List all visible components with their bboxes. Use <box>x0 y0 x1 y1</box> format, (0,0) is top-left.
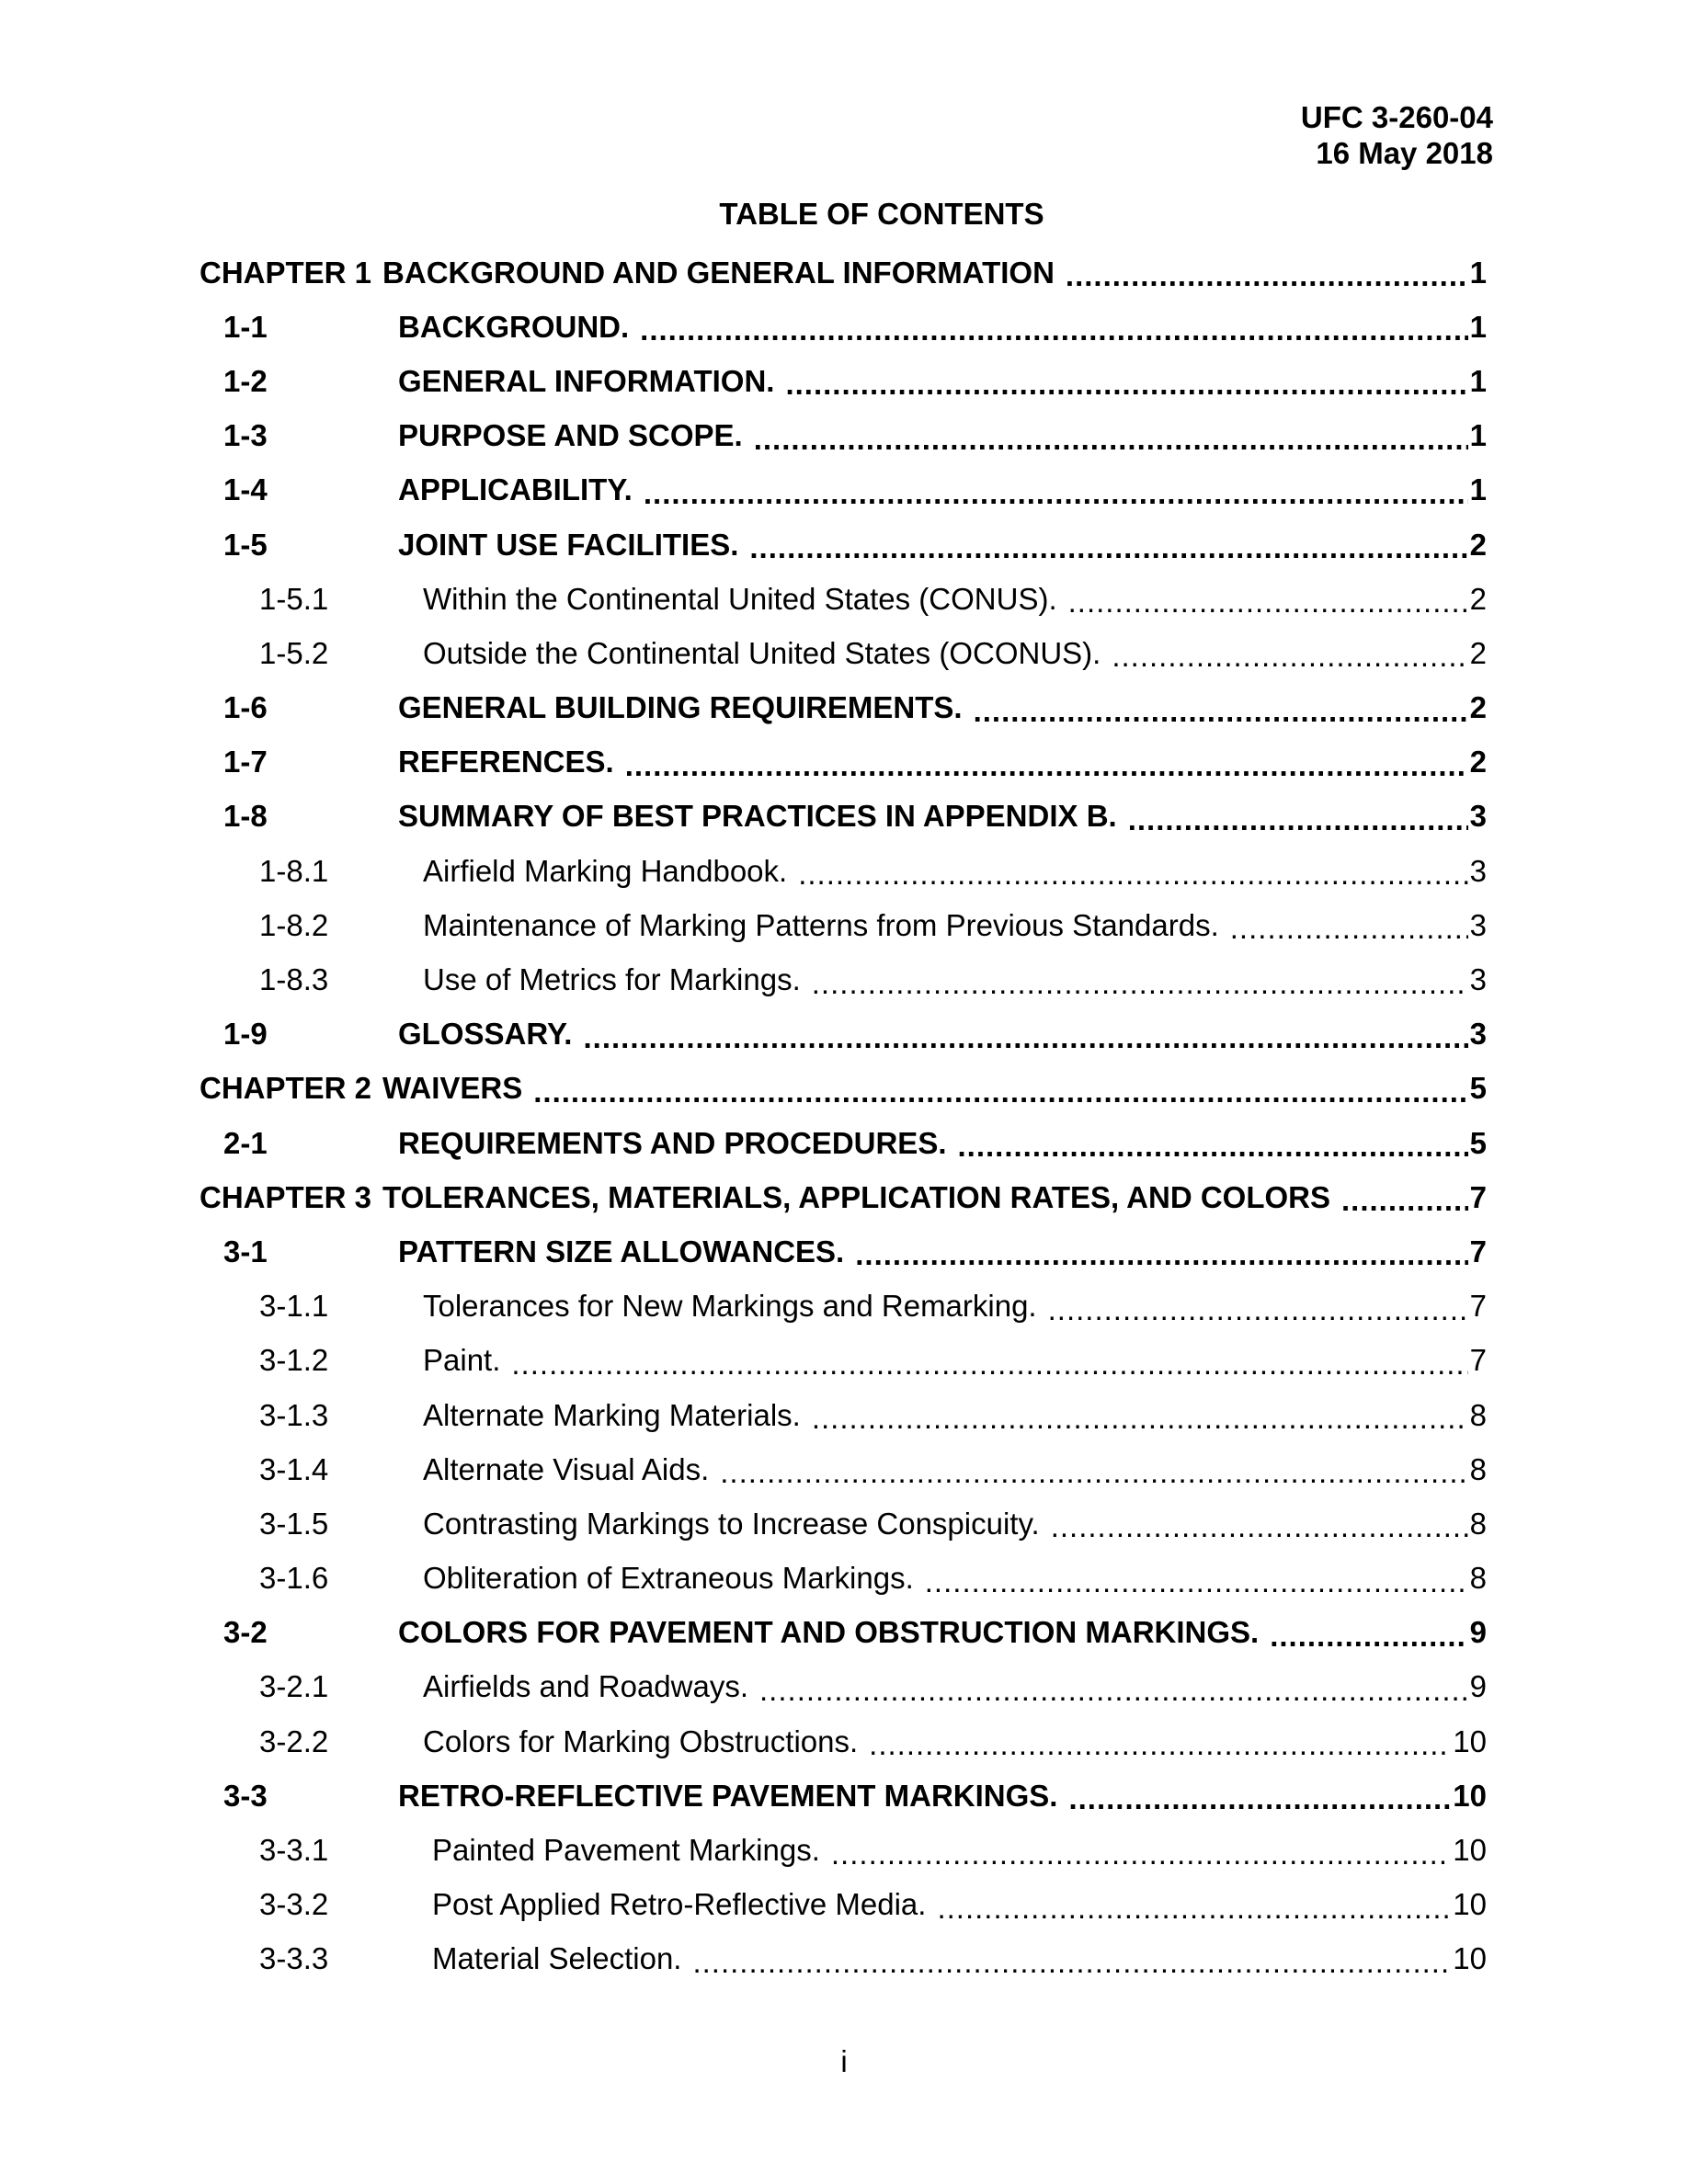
toc-entry-title: Obliteration of Extraneous Markings. <box>423 1561 914 1596</box>
toc-entry-title: TOLERANCES, MATERIALS, APPLICATION RATES, AND COLORS <box>382 1179 1330 1214</box>
toc-dot-leader <box>754 424 1468 454</box>
toc-entry-page: 3 <box>1469 907 1487 942</box>
toc-entry-title: Colors for Marking Obstructions. <box>423 1723 859 1758</box>
toc-entry-page: 10 <box>1453 1833 1487 1868</box>
toc-subsection-entry[interactable] <box>200 572 1487 626</box>
toc-dot-leader <box>958 1131 1468 1161</box>
toc-entry-title: GLOSSARY. <box>398 1017 573 1052</box>
toc-entry-page: 10 <box>1453 1723 1487 1758</box>
toc-entry-number: 3-2.1 <box>259 1669 329 1704</box>
toc-section-entry[interactable] <box>200 463 1487 518</box>
toc-section-entry[interactable] <box>200 681 1487 735</box>
toc-entry-title: BACKGROUND AND GENERAL INFORMATION <box>382 255 1055 290</box>
toc-entry-number: 3-3.1 <box>259 1833 329 1868</box>
toc-chapter-entry[interactable] <box>200 245 1487 300</box>
document-header <box>1301 99 1493 171</box>
toc-chapter-entry[interactable] <box>200 1170 1487 1224</box>
toc-dot-leader <box>812 968 1468 998</box>
toc-dot-leader <box>533 1076 1467 1107</box>
toc-entry-page: 3 <box>1469 799 1487 834</box>
toc-entry-page: 3 <box>1469 853 1487 888</box>
toc-entry-title: BACKGROUND. <box>398 309 630 344</box>
toc-entry-number: 1-7 <box>223 745 268 779</box>
toc-dot-leader <box>640 314 1467 345</box>
toc-section-entry[interactable] <box>200 1224 1487 1279</box>
document-id: UFC 3-260-04 <box>1300 100 1493 134</box>
toc-dot-leader <box>583 1022 1467 1052</box>
toc-subsection-entry[interactable] <box>200 1442 1487 1496</box>
toc-entry-title: Alternate Visual Aids. <box>423 1451 710 1486</box>
toc-entry-number: 3-2 <box>223 1615 268 1650</box>
toc-entry-page: 3 <box>1469 1017 1487 1052</box>
toc-dot-leader <box>925 1566 1468 1597</box>
toc-dot-leader <box>720 1457 1467 1487</box>
document-date: 16 May 2018 <box>1316 136 1493 170</box>
toc-entry-number: 1-1 <box>223 309 268 344</box>
toc-dot-leader <box>1051 1511 1468 1541</box>
toc-dot-leader <box>785 369 1467 399</box>
toc-dot-leader <box>692 1947 1451 1977</box>
toc-entry-number: 3-1.2 <box>259 1343 329 1378</box>
toc-entry-title: JOINT USE FACILITIES. <box>398 527 739 562</box>
toc-entry-page: 3 <box>1469 962 1487 997</box>
toc-dot-leader <box>812 1403 1468 1433</box>
toc-dot-leader <box>749 532 1467 563</box>
toc-entry-page: 9 <box>1469 1615 1487 1650</box>
toc-entry-page: 9 <box>1469 1669 1487 1704</box>
toc-entry-page: 1 <box>1469 418 1487 453</box>
toc-dot-leader <box>855 1239 1467 1269</box>
toc-entry-title: GENERAL INFORMATION. <box>398 363 775 398</box>
table-of-contents <box>200 245 1487 1986</box>
toc-entry-title: Use of Metrics for Markings. <box>423 962 801 997</box>
toc-entry-page: 2 <box>1469 581 1487 616</box>
toc-dot-leader <box>937 1893 1451 1923</box>
toc-dot-leader <box>625 750 1468 780</box>
toc-subsection-entry[interactable] <box>200 1932 1487 1986</box>
toc-entry-title: COLORS FOR PAVEMENT AND OBSTRUCTION MARKINGS. <box>398 1615 1260 1650</box>
toc-entry-page: 7 <box>1469 1289 1487 1324</box>
toc-dot-leader <box>974 696 1468 726</box>
toc-entry-page: 10 <box>1453 1778 1487 1813</box>
toc-entry-title: Airfield Marking Handbook. <box>423 853 788 888</box>
toc-entry-title: RETRO-REFLECTIVE PAVEMENT MARKINGS. <box>398 1778 1058 1813</box>
toc-subsection-entry[interactable] <box>200 626 1487 680</box>
toc-dot-leader <box>1048 1294 1468 1325</box>
toc-entry-title: Paint. <box>423 1343 501 1378</box>
toc-entry-title: WAIVERS <box>382 1071 523 1106</box>
toc-subsection-entry[interactable] <box>200 1714 1487 1769</box>
toc-entry-title: Material Selection. <box>432 1941 682 1976</box>
toc-entry-title: GENERAL BUILDING REQUIREMENTS. <box>398 690 963 725</box>
toc-section-entry[interactable] <box>200 1769 1487 1823</box>
toc-entry-page: 2 <box>1469 745 1487 779</box>
toc-entry-title: Contrasting Markings to Increase Conspicuity. <box>423 1506 1040 1541</box>
toc-entry-number: 1-2 <box>223 363 268 398</box>
toc-section-entry[interactable] <box>200 518 1487 572</box>
toc-dot-leader <box>759 1675 1468 1705</box>
toc-section-entry[interactable] <box>200 735 1487 790</box>
toc-entry-page: 7 <box>1469 1343 1487 1378</box>
toc-entry-number: 3-3.3 <box>259 1941 329 1976</box>
toc-dot-leader <box>869 1729 1451 1759</box>
toc-entry-number: 1-5.2 <box>259 635 329 670</box>
toc-entry-number: 3-1.5 <box>259 1506 329 1541</box>
toc-entry-title: SUMMARY OF BEST PRACTICES IN APPENDIX B. <box>398 799 1117 834</box>
toc-subsection-entry[interactable] <box>200 952 1487 1007</box>
toc-entry-number: 1-9 <box>223 1017 268 1052</box>
toc-entry-number: 3-3.2 <box>259 1887 329 1922</box>
toc-entry-number: 3-1.1 <box>259 1289 329 1324</box>
toc-entry-page: 5 <box>1469 1125 1487 1160</box>
toc-entry-title: REFERENCES. <box>398 745 614 779</box>
toc-entry-number: 1-4 <box>223 472 268 507</box>
toc-entry-number: 1-5.1 <box>259 581 329 616</box>
toc-dot-leader <box>1230 913 1468 943</box>
toc-dot-leader <box>511 1348 1467 1379</box>
toc-entry-number: 3-1.4 <box>259 1451 329 1486</box>
toc-entry-page: 8 <box>1469 1451 1487 1486</box>
toc-entry-page: 2 <box>1469 635 1487 670</box>
toc-entry-title: Outside the Continental United States (OCONUS). <box>423 635 1101 670</box>
toc-entry-number: 3-2.2 <box>259 1723 329 1758</box>
toc-subsection-entry[interactable] <box>200 1552 1487 1606</box>
toc-dot-leader <box>1068 586 1468 617</box>
toc-entry-number: 1-8 <box>223 799 268 834</box>
toc-entry-title: APPLICABILITY. <box>398 472 633 507</box>
toc-entry-title: Airfields and Roadways. <box>423 1669 749 1704</box>
toc-heading: TABLE OF CONTENTS <box>719 197 1044 231</box>
toc-entry-number: 1-3 <box>223 418 268 453</box>
toc-entry-page: 2 <box>1469 690 1487 725</box>
toc-entry-number: 3-3 <box>223 1778 268 1813</box>
toc-entry-title: Maintenance of Marking Patterns from Previous Standards. <box>423 907 1219 942</box>
toc-entry-number: CHAPTER 2 <box>200 1071 372 1106</box>
toc-section-entry[interactable] <box>200 354 1487 408</box>
toc-subsection-entry[interactable] <box>200 898 1487 952</box>
toc-entry-number: 3-1.6 <box>259 1561 329 1596</box>
toc-section-entry[interactable] <box>200 1007 1487 1062</box>
page-number: i <box>840 2044 848 2078</box>
toc-subsection-entry[interactable] <box>200 844 1487 898</box>
toc-entry-number: 3-1.3 <box>259 1397 329 1432</box>
toc-dot-leader <box>1112 641 1467 671</box>
toc-entry-number: CHAPTER 3 <box>200 1179 372 1214</box>
toc-entry-page: 10 <box>1453 1941 1487 1976</box>
toc-entry-page: 1 <box>1469 363 1487 398</box>
page-footer <box>0 2044 1688 2079</box>
toc-entry-page: 8 <box>1469 1397 1487 1432</box>
toc-entry-number: 1-8.1 <box>259 853 329 888</box>
toc-entry-title: Within the Continental United States (CONUS). <box>423 581 1057 616</box>
toc-entry-number: 1-8.3 <box>259 962 329 997</box>
toc-dot-leader <box>831 1838 1451 1869</box>
toc-subsection-entry[interactable] <box>200 1388 1487 1442</box>
toc-entry-title: Alternate Marking Materials. <box>423 1397 801 1432</box>
toc-dot-leader <box>644 478 1468 508</box>
toc-entry-number: 1-8.2 <box>259 907 329 942</box>
toc-dot-leader <box>1066 260 1468 290</box>
toc-entry-title: REQUIREMENTS AND PROCEDURES. <box>398 1125 947 1160</box>
toc-entry-number: 1-6 <box>223 690 268 725</box>
toc-subsection-entry[interactable] <box>200 1334 1487 1388</box>
toc-entry-page: 8 <box>1469 1506 1487 1541</box>
toc-entry-title: PURPOSE AND SCOPE. <box>398 418 743 453</box>
toc-entry-page: 8 <box>1469 1561 1487 1596</box>
toc-subsection-entry[interactable] <box>200 1878 1487 1932</box>
toc-entry-page: 10 <box>1453 1887 1487 1922</box>
toc-entry-number: 1-5 <box>223 527 268 562</box>
toc-entry-title: Post Applied Retro-Reflective Media. <box>432 1887 927 1922</box>
toc-entry-number: 2-1 <box>223 1125 268 1160</box>
toc-section-entry[interactable] <box>200 1606 1487 1660</box>
toc-entry-page: 2 <box>1469 527 1487 562</box>
toc-entry-page: 7 <box>1469 1234 1487 1268</box>
toc-dot-leader <box>1270 1621 1467 1651</box>
toc-dot-leader <box>1341 1185 1468 1215</box>
toc-subsection-entry[interactable] <box>200 1280 1487 1334</box>
toc-entry-title: Painted Pavement Markings. <box>432 1833 820 1868</box>
toc-dot-leader <box>798 859 1467 889</box>
toc-entry-number: 3-1 <box>223 1234 268 1268</box>
toc-section-entry[interactable] <box>200 1116 1487 1170</box>
toc-section-entry[interactable] <box>200 790 1487 844</box>
toc-entry-page: 5 <box>1469 1071 1487 1106</box>
toc-chapter-entry[interactable] <box>200 1062 1487 1116</box>
toc-entry-title: PATTERN SIZE ALLOWANCES. <box>398 1234 845 1268</box>
toc-section-entry[interactable] <box>200 300 1487 354</box>
toc-dot-leader <box>1068 1783 1451 1814</box>
toc-subsection-entry[interactable] <box>200 1660 1487 1714</box>
toc-dot-leader <box>1128 804 1468 835</box>
toc-entry-title: Tolerances for New Markings and Remarking. <box>423 1289 1037 1324</box>
toc-subsection-entry[interactable] <box>200 1496 1487 1551</box>
toc-entry-page: 7 <box>1469 1179 1487 1214</box>
toc-entry-number: CHAPTER 1 <box>200 255 372 290</box>
toc-entry-page: 1 <box>1469 255 1487 290</box>
toc-section-entry[interactable] <box>200 409 1487 463</box>
toc-entry-page: 1 <box>1469 472 1487 507</box>
toc-entry-page: 1 <box>1469 309 1487 344</box>
toc-subsection-entry[interactable] <box>200 1823 1487 1877</box>
